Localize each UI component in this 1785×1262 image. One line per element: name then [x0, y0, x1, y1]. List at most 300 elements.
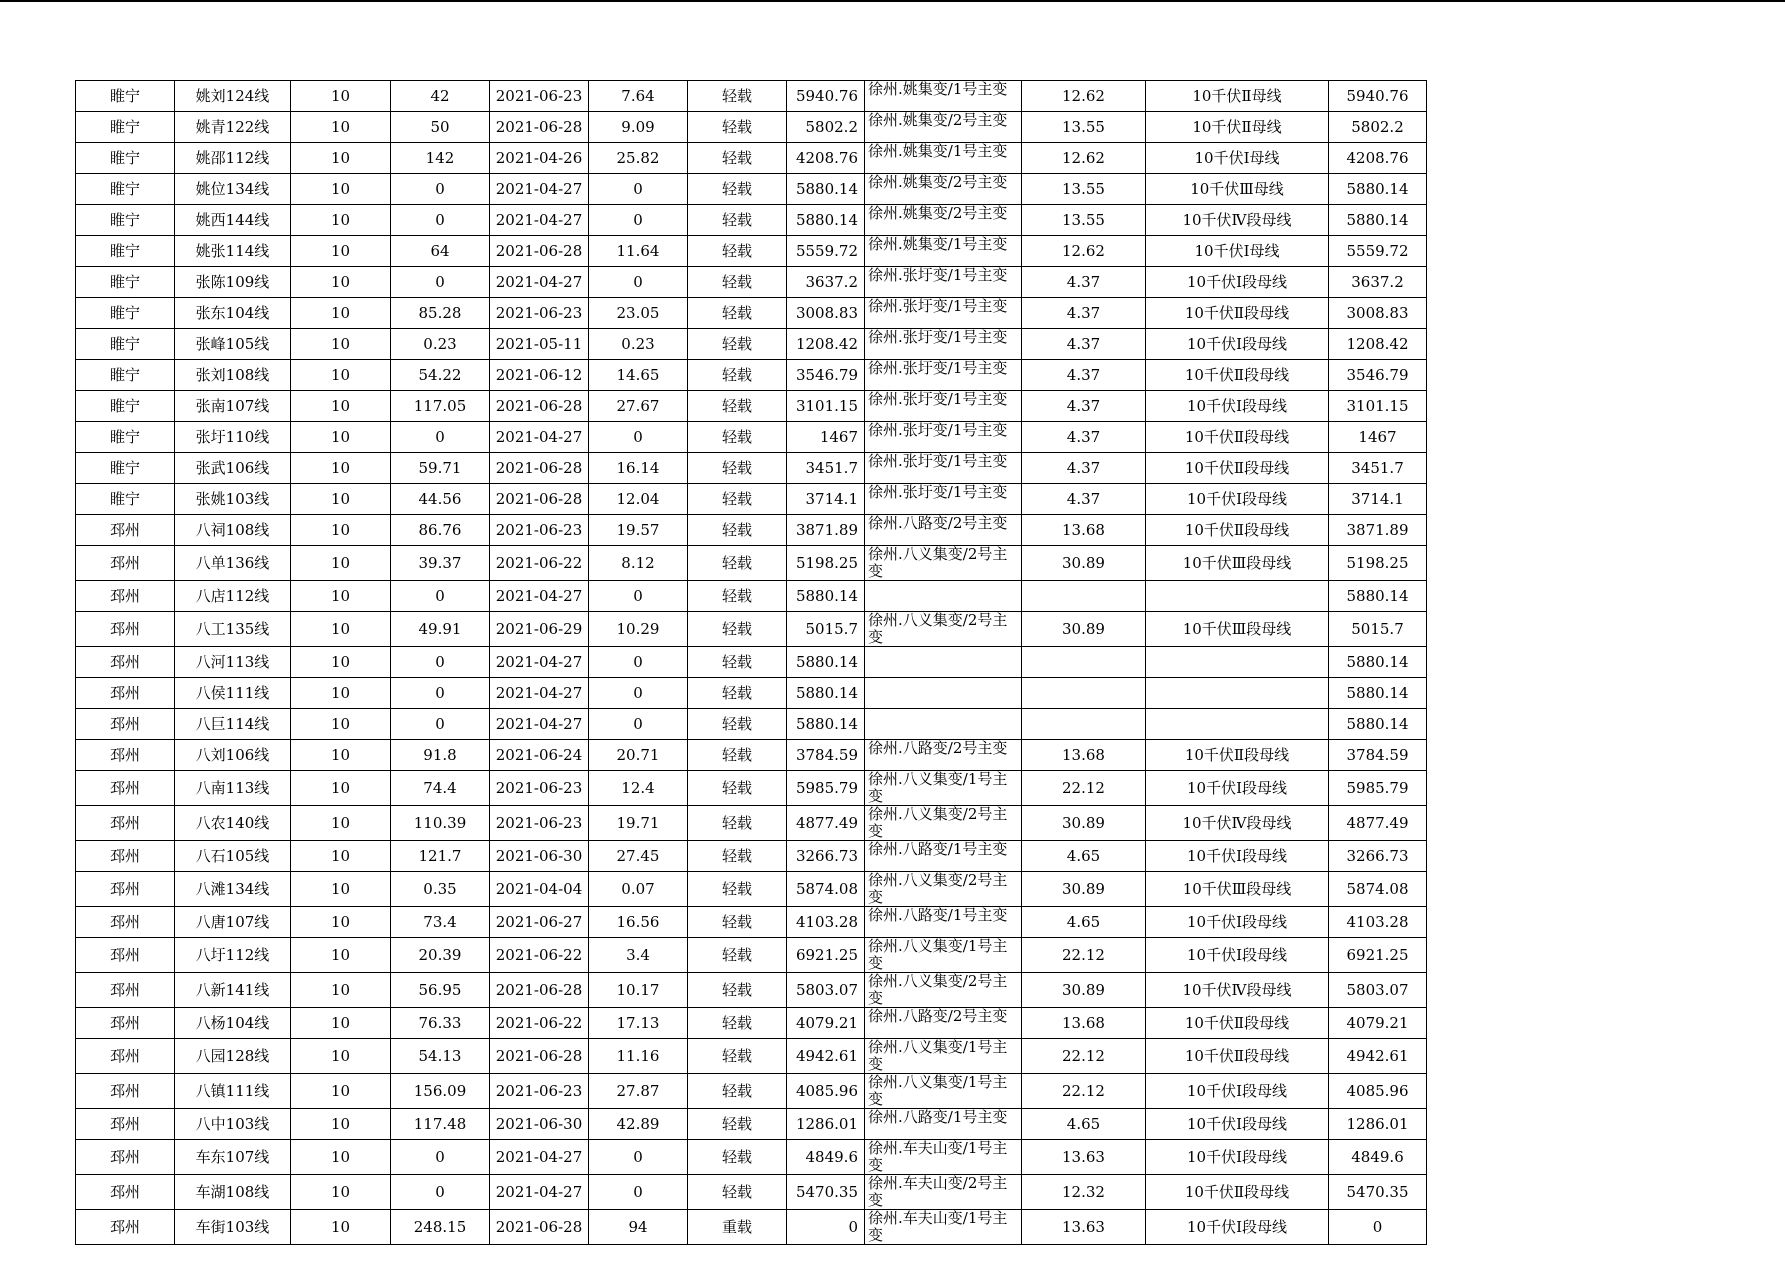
cell-date: 2021-06-12	[490, 360, 589, 391]
cell-substation-transformer: 徐州.车夫山变/1号主变	[865, 1210, 1022, 1245]
cell-transformer-load-rate: 13.55	[1022, 112, 1146, 143]
cell-line-name: 张姚103线	[175, 484, 291, 515]
cell-substation-transformer	[865, 581, 1022, 612]
cell-load-status: 轻载	[688, 81, 787, 112]
cell-line-name: 八园128线	[175, 1039, 291, 1074]
cell-line-name: 八刘106线	[175, 740, 291, 771]
cell-max-current: 0.35	[391, 872, 490, 907]
cell-voltage-kv: 10	[291, 515, 391, 546]
cell-transformer-load-rate: 22.12	[1022, 771, 1146, 806]
table-row	[76, 709, 1427, 740]
cell-load-rate: 11.16	[589, 1039, 688, 1074]
table-row	[76, 515, 1427, 546]
cell-line-name: 车湖108线	[175, 1175, 291, 1210]
cell-available-capacity: 4085.96	[787, 1074, 865, 1109]
table-row	[76, 678, 1427, 709]
cell-substation-transformer: 徐州.张圩变/1号主变	[865, 484, 1022, 515]
cell-load-status: 轻载	[688, 546, 787, 581]
table-body	[76, 81, 1427, 1245]
cell-capacity: 5880.14	[1329, 647, 1427, 678]
cell-substation-transformer	[865, 647, 1022, 678]
cell-capacity: 4877.49	[1329, 806, 1427, 841]
cell-load-status: 轻载	[688, 484, 787, 515]
cell-transformer-load-rate: 4.37	[1022, 267, 1146, 298]
cell-voltage-kv: 10	[291, 806, 391, 841]
cell-substation-transformer: 徐州.八义集变/2号主变	[865, 612, 1022, 647]
cell-date: 2021-06-29	[490, 612, 589, 647]
cell-max-current: 117.48	[391, 1109, 490, 1140]
cell-load-status: 轻载	[688, 806, 787, 841]
cell-substation-transformer: 徐州.八义集变/2号主变	[865, 546, 1022, 581]
cell-max-current: 42	[391, 81, 490, 112]
cell-load-status: 轻载	[688, 612, 787, 647]
cell-load-rate: 0	[589, 581, 688, 612]
cell-county: 邳州	[76, 907, 175, 938]
cell-line-name: 八单136线	[175, 546, 291, 581]
cell-capacity: 5874.08	[1329, 872, 1427, 907]
cell-county: 睢宁	[76, 298, 175, 329]
cell-load-rate: 94	[589, 1210, 688, 1245]
cell-transformer-load-rate: 13.68	[1022, 1008, 1146, 1039]
cell-date: 2021-06-28	[490, 484, 589, 515]
cell-line-name: 八圩112线	[175, 938, 291, 973]
cell-substation-transformer: 徐州.八路变/2号主变	[865, 1008, 1022, 1039]
cell-county: 睢宁	[76, 484, 175, 515]
table-row	[76, 771, 1427, 806]
cell-date: 2021-04-27	[490, 647, 589, 678]
cell-load-rate: 0	[589, 174, 688, 205]
cell-capacity: 4942.61	[1329, 1039, 1427, 1074]
cell-load-rate: 0.23	[589, 329, 688, 360]
cell-county: 睢宁	[76, 453, 175, 484]
cell-load-rate: 0	[589, 678, 688, 709]
cell-date: 2021-06-23	[490, 81, 589, 112]
table-row	[76, 298, 1427, 329]
cell-capacity: 5880.14	[1329, 581, 1427, 612]
cell-county: 睢宁	[76, 174, 175, 205]
cell-load-rate: 10.29	[589, 612, 688, 647]
cell-capacity: 0	[1329, 1210, 1427, 1245]
cell-transformer-load-rate	[1022, 678, 1146, 709]
cell-busbar	[1146, 581, 1329, 612]
cell-county: 邳州	[76, 1210, 175, 1245]
cell-substation-transformer: 徐州.八义集变/1号主变	[865, 1039, 1022, 1074]
cell-capacity: 3101.15	[1329, 391, 1427, 422]
cell-voltage-kv: 10	[291, 453, 391, 484]
cell-load-status: 轻载	[688, 907, 787, 938]
cell-busbar: 10千伏Ⅱ段母线	[1146, 422, 1329, 453]
cell-load-rate: 20.71	[589, 740, 688, 771]
table-row	[76, 81, 1427, 112]
cell-county: 睢宁	[76, 329, 175, 360]
cell-load-status: 轻载	[688, 453, 787, 484]
table-row	[76, 872, 1427, 907]
cell-capacity: 5559.72	[1329, 236, 1427, 267]
cell-county: 邳州	[76, 841, 175, 872]
cell-load-rate: 17.13	[589, 1008, 688, 1039]
cell-busbar: 10千伏Ⅰ段母线	[1146, 1140, 1329, 1175]
cell-date: 2021-06-30	[490, 1109, 589, 1140]
cell-county: 邳州	[76, 1074, 175, 1109]
cell-date: 2021-06-28	[490, 453, 589, 484]
cell-line-name: 姚青122线	[175, 112, 291, 143]
cell-voltage-kv: 10	[291, 872, 391, 907]
cell-voltage-kv: 10	[291, 174, 391, 205]
cell-voltage-kv: 10	[291, 841, 391, 872]
cell-date: 2021-06-23	[490, 515, 589, 546]
cell-transformer-load-rate: 30.89	[1022, 872, 1146, 907]
cell-capacity: 5880.14	[1329, 174, 1427, 205]
cell-substation-transformer: 徐州.车夫山变/1号主变	[865, 1140, 1022, 1175]
cell-load-rate: 0	[589, 709, 688, 740]
table-row	[76, 453, 1427, 484]
cell-load-status: 轻载	[688, 841, 787, 872]
table-row	[76, 841, 1427, 872]
cell-voltage-kv: 10	[291, 1039, 391, 1074]
cell-max-current: 20.39	[391, 938, 490, 973]
cell-line-name: 张南107线	[175, 391, 291, 422]
cell-busbar: 10千伏Ⅱ段母线	[1146, 1039, 1329, 1074]
cell-load-status: 轻载	[688, 1140, 787, 1175]
cell-substation-transformer: 徐州.八路变/1号主变	[865, 1109, 1022, 1140]
cell-max-current: 110.39	[391, 806, 490, 841]
cell-substation-transformer: 徐州.八义集变/2号主变	[865, 806, 1022, 841]
cell-load-status: 轻载	[688, 740, 787, 771]
cell-transformer-load-rate	[1022, 581, 1146, 612]
cell-capacity: 3266.73	[1329, 841, 1427, 872]
cell-transformer-load-rate: 30.89	[1022, 973, 1146, 1008]
cell-line-name: 车东107线	[175, 1140, 291, 1175]
cell-date: 2021-06-23	[490, 298, 589, 329]
cell-voltage-kv: 10	[291, 973, 391, 1008]
cell-load-rate: 19.71	[589, 806, 688, 841]
cell-substation-transformer: 徐州.八义集变/2号主变	[865, 973, 1022, 1008]
cell-available-capacity: 5880.14	[787, 709, 865, 740]
cell-available-capacity: 3871.89	[787, 515, 865, 546]
cell-busbar: 10千伏Ⅱ段母线	[1146, 1175, 1329, 1210]
cell-line-name: 八店112线	[175, 581, 291, 612]
cell-voltage-kv: 10	[291, 422, 391, 453]
cell-load-status: 轻载	[688, 771, 787, 806]
cell-load-rate: 9.09	[589, 112, 688, 143]
cell-substation-transformer: 徐州.张圩变/1号主变	[865, 298, 1022, 329]
cell-max-current: 49.91	[391, 612, 490, 647]
cell-busbar: 10千伏Ⅲ段母线	[1146, 872, 1329, 907]
cell-max-current: 39.37	[391, 546, 490, 581]
table-row	[76, 1140, 1427, 1175]
cell-transformer-load-rate: 30.89	[1022, 806, 1146, 841]
table-row	[76, 546, 1427, 581]
cell-line-name: 张刘108线	[175, 360, 291, 391]
table-row	[76, 647, 1427, 678]
cell-county: 邳州	[76, 938, 175, 973]
cell-transformer-load-rate: 4.37	[1022, 360, 1146, 391]
cell-busbar: 10千伏Ⅱ段母线	[1146, 515, 1329, 546]
cell-available-capacity: 1286.01	[787, 1109, 865, 1140]
cell-load-rate: 16.14	[589, 453, 688, 484]
cell-available-capacity: 5940.76	[787, 81, 865, 112]
table-row	[76, 581, 1427, 612]
cell-load-status: 轻载	[688, 678, 787, 709]
cell-date: 2021-06-30	[490, 841, 589, 872]
cell-line-name: 八河113线	[175, 647, 291, 678]
cell-available-capacity: 5803.07	[787, 973, 865, 1008]
cell-busbar: 10千伏Ⅰ母线	[1146, 236, 1329, 267]
cell-capacity: 3871.89	[1329, 515, 1427, 546]
cell-voltage-kv: 10	[291, 740, 391, 771]
cell-voltage-kv: 10	[291, 360, 391, 391]
cell-busbar: 10千伏Ⅳ段母线	[1146, 205, 1329, 236]
cell-substation-transformer: 徐州.八路变/2号主变	[865, 740, 1022, 771]
cell-county: 邳州	[76, 647, 175, 678]
cell-busbar: 10千伏Ⅰ母线	[1146, 143, 1329, 174]
cell-busbar: 10千伏Ⅳ段母线	[1146, 806, 1329, 841]
cell-date: 2021-06-28	[490, 391, 589, 422]
cell-load-status: 轻载	[688, 360, 787, 391]
cell-transformer-load-rate: 4.37	[1022, 391, 1146, 422]
cell-available-capacity: 3714.1	[787, 484, 865, 515]
cell-available-capacity: 3637.2	[787, 267, 865, 298]
cell-load-status: 轻载	[688, 1008, 787, 1039]
cell-line-name: 八新141线	[175, 973, 291, 1008]
cell-county: 邳州	[76, 1109, 175, 1140]
cell-substation-transformer: 徐州.八路变/1号主变	[865, 907, 1022, 938]
cell-load-rate: 8.12	[589, 546, 688, 581]
cell-date: 2021-06-28	[490, 236, 589, 267]
cell-line-name: 八滩134线	[175, 872, 291, 907]
cell-substation-transformer: 徐州.八路变/1号主变	[865, 841, 1022, 872]
cell-transformer-load-rate	[1022, 709, 1146, 740]
cell-max-current: 156.09	[391, 1074, 490, 1109]
cell-available-capacity: 4942.61	[787, 1039, 865, 1074]
cell-line-name: 八工135线	[175, 612, 291, 647]
cell-busbar: 10千伏Ⅱ段母线	[1146, 453, 1329, 484]
cell-line-name: 姚邵112线	[175, 143, 291, 174]
cell-line-name: 姚张114线	[175, 236, 291, 267]
cell-county: 邳州	[76, 1140, 175, 1175]
cell-date: 2021-06-28	[490, 112, 589, 143]
cell-county: 邳州	[76, 612, 175, 647]
cell-date: 2021-04-27	[490, 678, 589, 709]
cell-available-capacity: 1208.42	[787, 329, 865, 360]
cell-busbar: 10千伏Ⅱ段母线	[1146, 360, 1329, 391]
cell-substation-transformer: 徐州.张圩变/1号主变	[865, 422, 1022, 453]
cell-load-status: 轻载	[688, 112, 787, 143]
cell-voltage-kv: 10	[291, 678, 391, 709]
cell-voltage-kv: 10	[291, 938, 391, 973]
cell-county: 邳州	[76, 872, 175, 907]
cell-voltage-kv: 10	[291, 112, 391, 143]
table-row	[76, 1074, 1427, 1109]
table-row	[76, 973, 1427, 1008]
cell-busbar: 10千伏Ⅰ段母线	[1146, 484, 1329, 515]
cell-busbar: 10千伏Ⅰ段母线	[1146, 1109, 1329, 1140]
table-row	[76, 1039, 1427, 1074]
cell-load-rate: 27.87	[589, 1074, 688, 1109]
cell-busbar: 10千伏Ⅳ段母线	[1146, 973, 1329, 1008]
cell-line-name: 姚西144线	[175, 205, 291, 236]
cell-transformer-load-rate: 12.32	[1022, 1175, 1146, 1210]
cell-available-capacity: 5880.14	[787, 174, 865, 205]
cell-max-current: 0	[391, 678, 490, 709]
cell-capacity: 4079.21	[1329, 1008, 1427, 1039]
cell-available-capacity: 5880.14	[787, 678, 865, 709]
cell-load-status: 轻载	[688, 1039, 787, 1074]
cell-load-rate: 27.67	[589, 391, 688, 422]
cell-date: 2021-06-23	[490, 771, 589, 806]
cell-capacity: 1208.42	[1329, 329, 1427, 360]
page-top-border	[0, 0, 1785, 2]
cell-max-current: 0	[391, 174, 490, 205]
cell-load-rate: 0	[589, 1175, 688, 1210]
cell-date: 2021-04-27	[490, 205, 589, 236]
cell-county: 邳州	[76, 581, 175, 612]
cell-county: 睢宁	[76, 391, 175, 422]
cell-county: 邳州	[76, 806, 175, 841]
cell-county: 睢宁	[76, 143, 175, 174]
cell-load-status: 轻载	[688, 298, 787, 329]
cell-load-rate: 0	[589, 267, 688, 298]
cell-load-rate: 25.82	[589, 143, 688, 174]
cell-load-status: 轻载	[688, 515, 787, 546]
cell-date: 2021-04-04	[490, 872, 589, 907]
cell-date: 2021-06-28	[490, 973, 589, 1008]
cell-capacity: 1467	[1329, 422, 1427, 453]
table-row	[76, 1008, 1427, 1039]
cell-available-capacity: 5985.79	[787, 771, 865, 806]
cell-voltage-kv: 10	[291, 484, 391, 515]
cell-date: 2021-06-23	[490, 806, 589, 841]
cell-load-rate: 0.07	[589, 872, 688, 907]
table-row	[76, 422, 1427, 453]
cell-voltage-kv: 10	[291, 143, 391, 174]
cell-line-name: 张陈109线	[175, 267, 291, 298]
cell-date: 2021-04-27	[490, 1175, 589, 1210]
cell-voltage-kv: 10	[291, 1140, 391, 1175]
cell-load-status: 轻载	[688, 1074, 787, 1109]
cell-date: 2021-04-27	[490, 422, 589, 453]
cell-available-capacity: 5874.08	[787, 872, 865, 907]
cell-busbar: 10千伏Ⅱ母线	[1146, 112, 1329, 143]
cell-voltage-kv: 10	[291, 267, 391, 298]
cell-available-capacity: 6921.25	[787, 938, 865, 973]
cell-available-capacity: 0	[787, 1210, 865, 1245]
cell-capacity: 5015.7	[1329, 612, 1427, 647]
table-row	[76, 938, 1427, 973]
cell-max-current: 142	[391, 143, 490, 174]
cell-voltage-kv: 10	[291, 647, 391, 678]
table-row	[76, 1109, 1427, 1140]
cell-transformer-load-rate: 4.65	[1022, 907, 1146, 938]
cell-county: 邳州	[76, 1175, 175, 1210]
cell-load-rate: 16.56	[589, 907, 688, 938]
cell-capacity: 5985.79	[1329, 771, 1427, 806]
cell-max-current: 117.05	[391, 391, 490, 422]
cell-county: 睢宁	[76, 360, 175, 391]
cell-max-current: 0	[391, 205, 490, 236]
cell-capacity: 4849.6	[1329, 1140, 1427, 1175]
cell-load-status: 轻载	[688, 1175, 787, 1210]
table-row	[76, 112, 1427, 143]
cell-capacity: 6921.25	[1329, 938, 1427, 973]
cell-date: 2021-06-28	[490, 1039, 589, 1074]
cell-date: 2021-04-27	[490, 581, 589, 612]
cell-county: 邳州	[76, 771, 175, 806]
cell-voltage-kv: 10	[291, 907, 391, 938]
cell-available-capacity: 4103.28	[787, 907, 865, 938]
table-row	[76, 205, 1427, 236]
cell-available-capacity: 3101.15	[787, 391, 865, 422]
cell-transformer-load-rate: 13.55	[1022, 174, 1146, 205]
cell-county: 睢宁	[76, 205, 175, 236]
cell-max-current: 64	[391, 236, 490, 267]
cell-transformer-load-rate: 22.12	[1022, 938, 1146, 973]
cell-line-name: 张武106线	[175, 453, 291, 484]
cell-date: 2021-06-23	[490, 1074, 589, 1109]
cell-voltage-kv: 10	[291, 581, 391, 612]
cell-load-rate: 0	[589, 205, 688, 236]
data-table	[75, 80, 1427, 1245]
cell-transformer-load-rate: 13.68	[1022, 740, 1146, 771]
cell-busbar: 10千伏Ⅰ段母线	[1146, 771, 1329, 806]
cell-substation-transformer: 徐州.姚集变/2号主变	[865, 174, 1022, 205]
cell-voltage-kv: 10	[291, 612, 391, 647]
cell-line-name: 八巨114线	[175, 709, 291, 740]
cell-county: 邳州	[76, 973, 175, 1008]
cell-load-rate: 11.64	[589, 236, 688, 267]
cell-available-capacity: 5880.14	[787, 205, 865, 236]
cell-load-rate: 23.05	[589, 298, 688, 329]
cell-date: 2021-04-27	[490, 267, 589, 298]
cell-max-current: 0	[391, 422, 490, 453]
table-row	[76, 236, 1427, 267]
cell-transformer-load-rate: 4.37	[1022, 422, 1146, 453]
cell-substation-transformer	[865, 709, 1022, 740]
cell-available-capacity: 3266.73	[787, 841, 865, 872]
cell-load-rate: 0	[589, 1140, 688, 1175]
cell-substation-transformer: 徐州.姚集变/2号主变	[865, 112, 1022, 143]
cell-substation-transformer: 徐州.八义集变/1号主变	[865, 1074, 1022, 1109]
cell-line-name: 八镇111线	[175, 1074, 291, 1109]
cell-capacity: 5802.2	[1329, 112, 1427, 143]
cell-line-name: 八石105线	[175, 841, 291, 872]
cell-load-rate: 14.65	[589, 360, 688, 391]
cell-voltage-kv: 10	[291, 298, 391, 329]
cell-capacity: 5198.25	[1329, 546, 1427, 581]
cell-available-capacity: 4877.49	[787, 806, 865, 841]
cell-voltage-kv: 10	[291, 771, 391, 806]
cell-transformer-load-rate: 13.63	[1022, 1210, 1146, 1245]
cell-voltage-kv: 10	[291, 1109, 391, 1140]
cell-transformer-load-rate: 30.89	[1022, 612, 1146, 647]
cell-capacity: 4103.28	[1329, 907, 1427, 938]
cell-busbar	[1146, 709, 1329, 740]
cell-max-current: 0	[391, 1175, 490, 1210]
table-row	[76, 806, 1427, 841]
cell-load-status: 轻载	[688, 143, 787, 174]
cell-transformer-load-rate: 13.63	[1022, 1140, 1146, 1175]
cell-county: 邳州	[76, 546, 175, 581]
cell-transformer-load-rate: 4.65	[1022, 841, 1146, 872]
cell-max-current: 50	[391, 112, 490, 143]
table-row	[76, 484, 1427, 515]
cell-transformer-load-rate: 12.62	[1022, 236, 1146, 267]
cell-transformer-load-rate: 4.65	[1022, 1109, 1146, 1140]
cell-load-status: 轻载	[688, 709, 787, 740]
cell-capacity: 3714.1	[1329, 484, 1427, 515]
table-row	[76, 143, 1427, 174]
cell-available-capacity: 5015.7	[787, 612, 865, 647]
